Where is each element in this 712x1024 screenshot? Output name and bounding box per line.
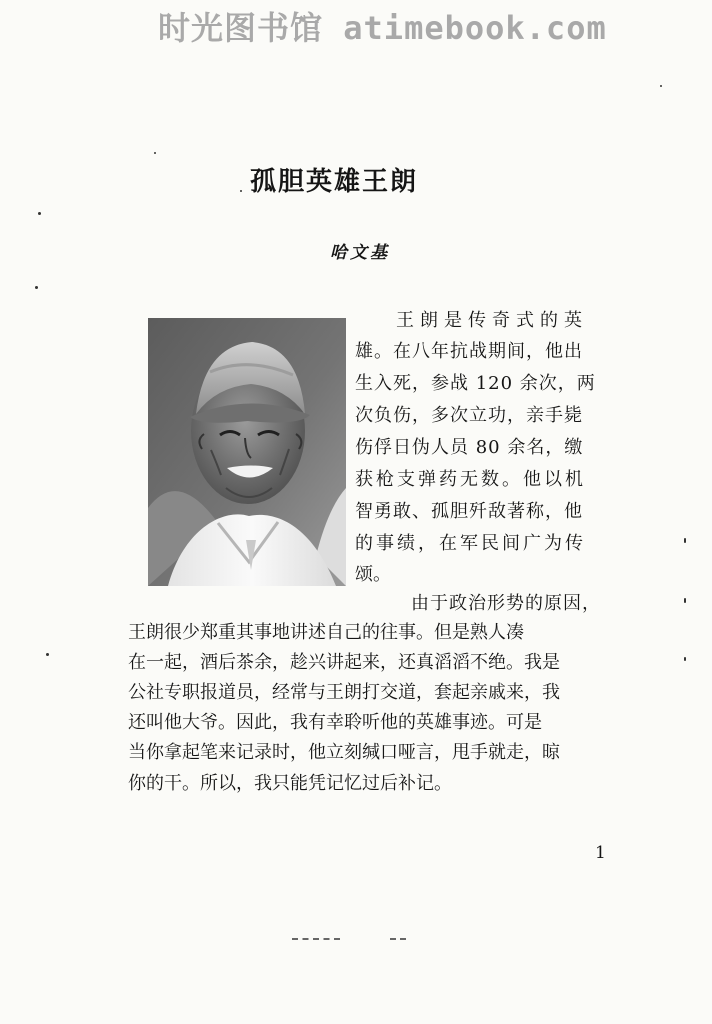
body-line: 次负伤，多次立功，亲手毙 — [355, 405, 583, 426]
body-line: 获枪支弹药无数。他以机 — [355, 469, 586, 490]
scan-speck — [684, 598, 686, 603]
body-line: 在一起，酒后茶余，趁兴讲起来，还真滔滔不绝。我是 — [128, 652, 560, 673]
scan-speck — [684, 657, 686, 661]
scan-speck — [660, 85, 662, 87]
scan-speck — [38, 212, 41, 215]
body-line: 智勇敢、孤胆歼敌著称，他 — [355, 501, 583, 522]
body-line: 当你拿起笔来记录时，他立刻缄口哑言，甩手就走，晾 — [128, 742, 560, 763]
body-line: 你的干。所以，我只能凭记忆过后补记。 — [128, 773, 452, 794]
scan-speck — [154, 152, 156, 154]
scan-speck — [35, 286, 38, 289]
article-title: 孤胆英雄王朗 — [250, 167, 419, 197]
body-line: 的事绩，在军民间广为传 — [355, 533, 586, 554]
body-line: 公社专职报道员，经常与王朗打交道，套起亲戚来，我 — [128, 682, 560, 703]
watermark-text: 时光图书馆 atimebook.com — [158, 9, 607, 47]
body-line: 王朗是传奇式的英 — [396, 310, 588, 331]
page-number: 1 — [595, 843, 606, 863]
scan-speck — [684, 538, 686, 543]
body-line: 颂。 — [355, 564, 391, 585]
body-line: 伤俘日伪人员 80 余名，缴 — [355, 437, 584, 458]
scan-speck — [46, 653, 49, 656]
body-line: 由于政治形势的原因， — [411, 593, 601, 614]
body-line: 生入死，参战 120 余次，两 — [355, 373, 596, 394]
body-line: 王朗很少郑重其事地讲述自己的往事。但是熟人凑 — [128, 622, 524, 643]
body-line: 雄。在八年抗战期间，他出 — [355, 341, 583, 362]
scan-speck — [240, 190, 242, 192]
article-author: 哈文基 — [330, 243, 390, 263]
body-line: 还叫他大爷。因此，我有幸聆听他的英雄事迹。可是 — [128, 712, 542, 733]
bottom-dash-rule — [390, 938, 406, 940]
bottom-dash-rule — [292, 938, 340, 940]
